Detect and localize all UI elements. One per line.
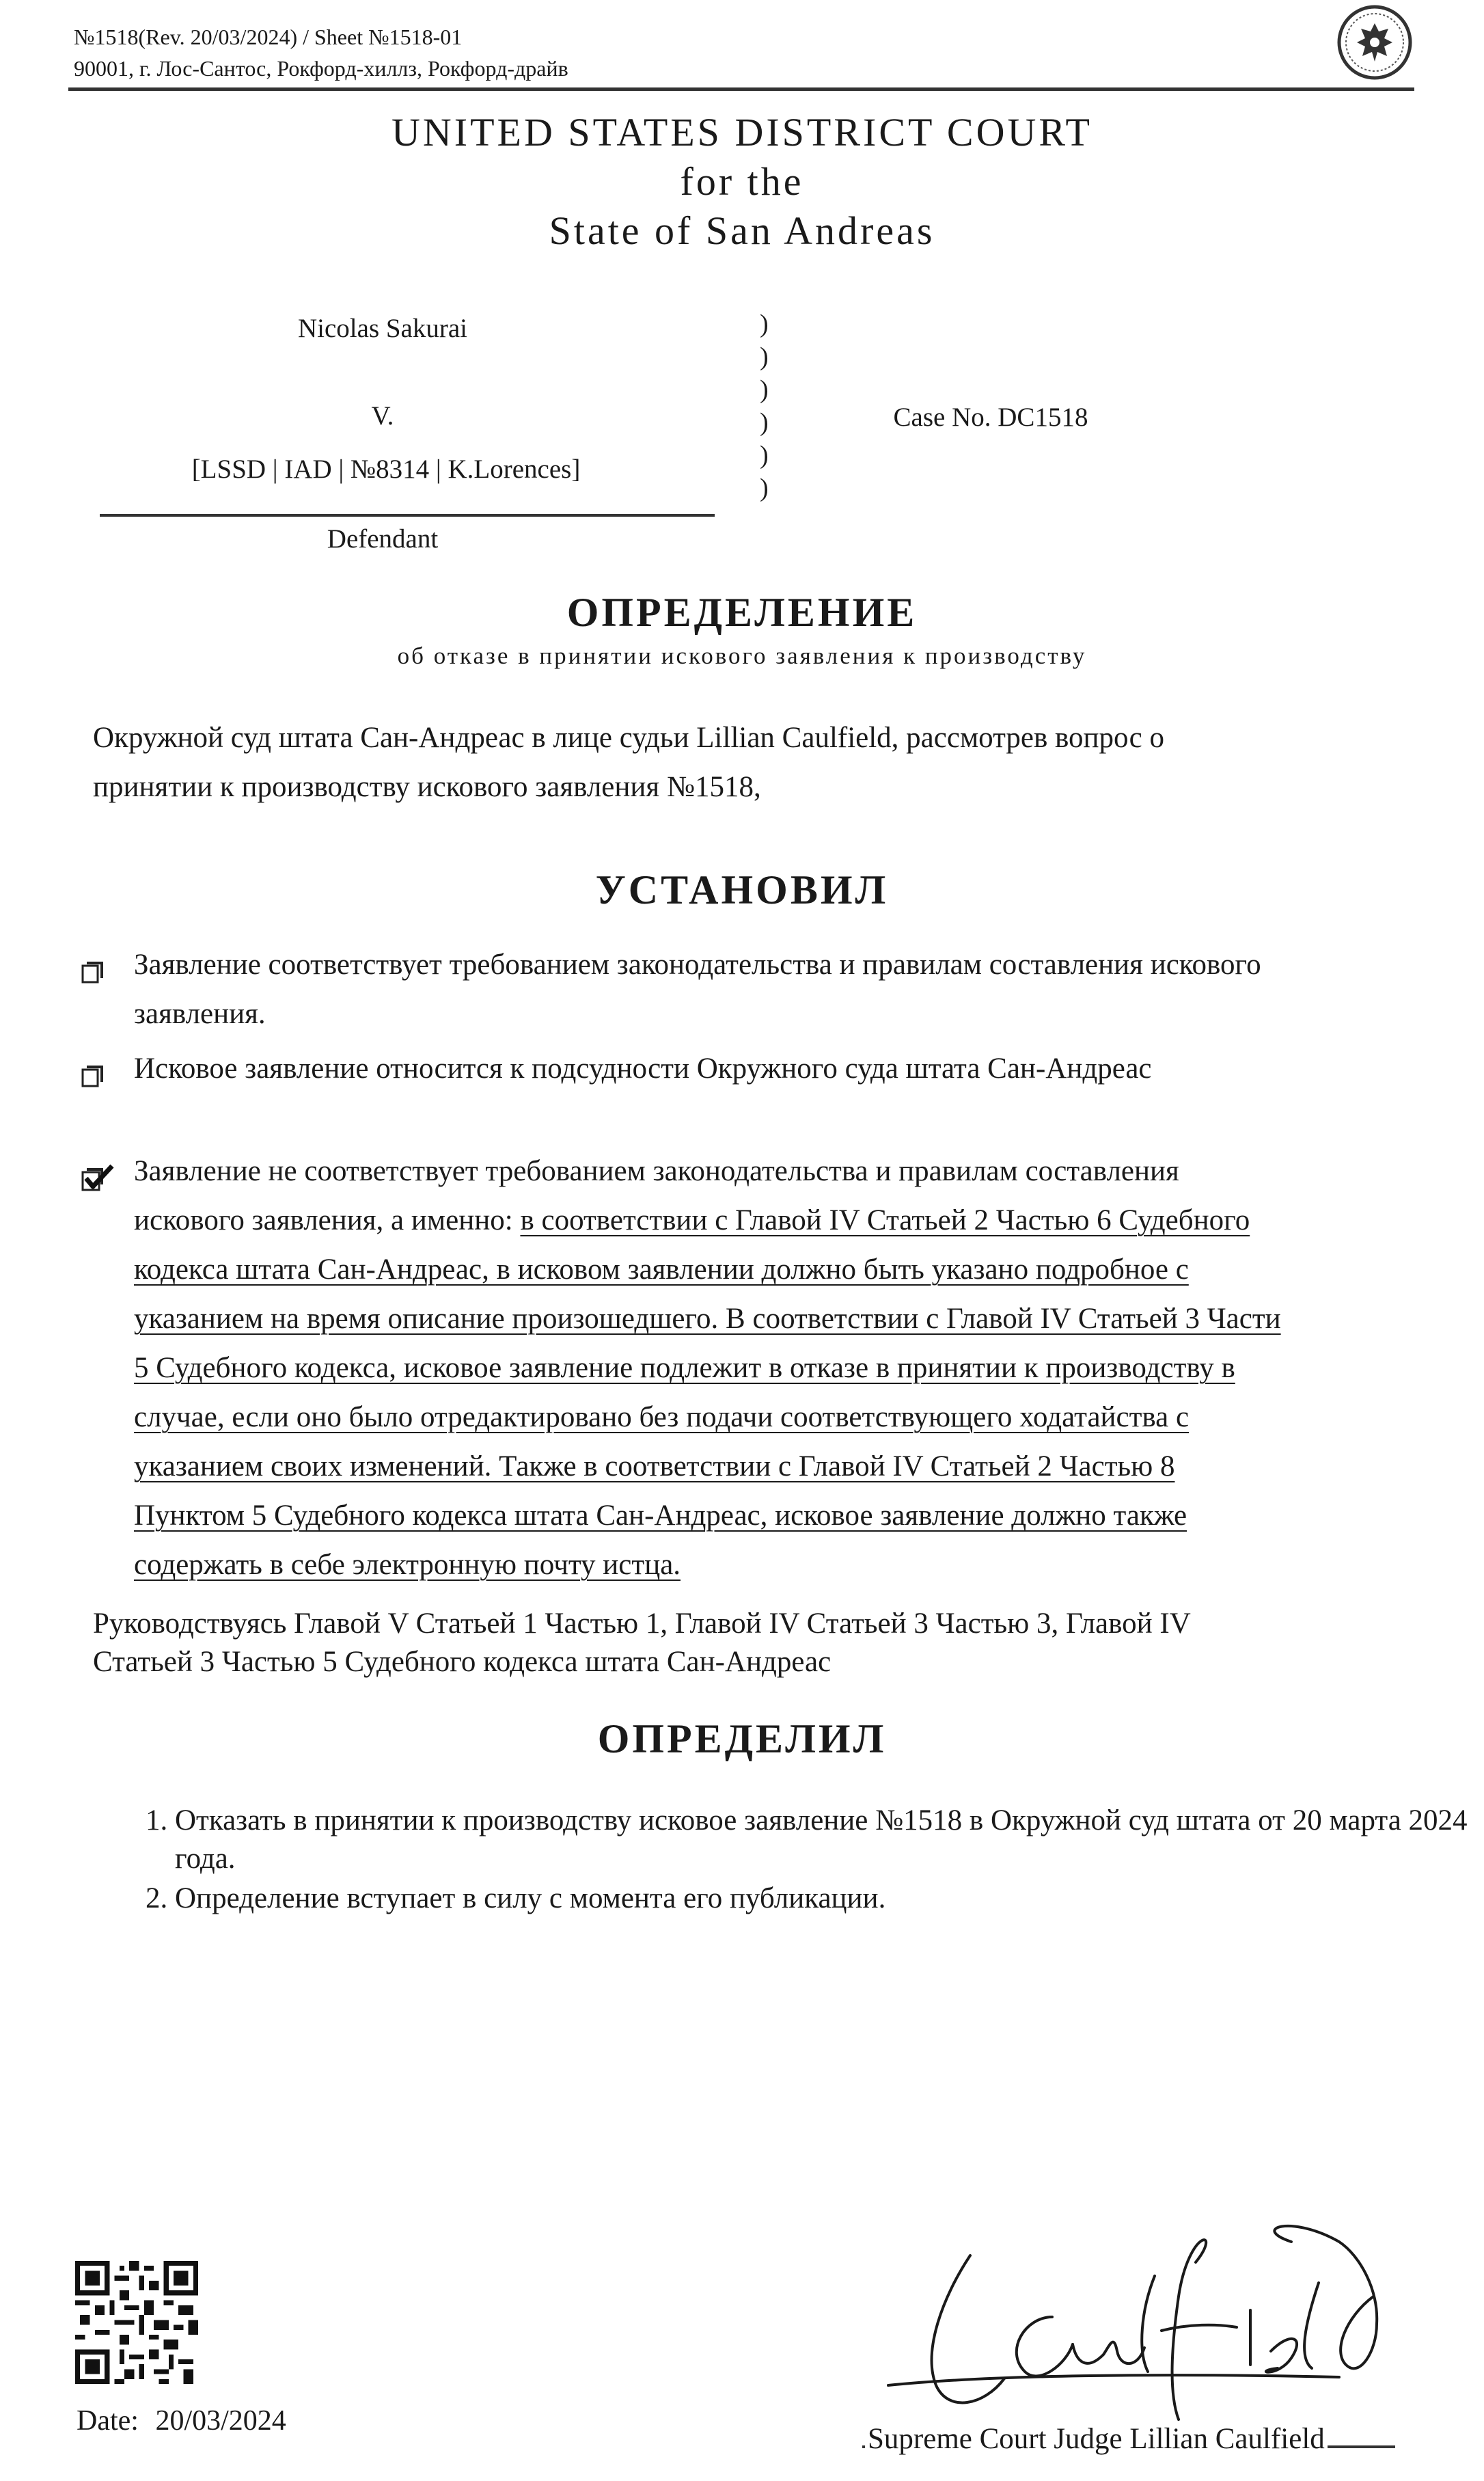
checkbox-icon <box>81 1065 104 1088</box>
established-item-2: Исковое заявление относится к подсудности Окружного суда штата Сан-Андреас <box>134 1053 1152 1085</box>
court-name: UNITED STATES DISTRICT COURT <box>391 110 1093 154</box>
judge-signature-icon <box>868 2214 1401 2440</box>
caption-paren: ) <box>760 375 769 404</box>
ruling-subtitle: об отказе в принятии искового заявления к производству <box>397 642 1087 669</box>
established-item-3 <box>134 1147 1446 1590</box>
header-rule <box>68 87 1414 91</box>
established-item-3-ul-line: указанием своих изменений. Также в соответствии с Главой IV Статьей 2 Частью 8 <box>134 1450 1175 1482</box>
established-item-3-ul-line: содержать в себе электронную почту истца. <box>134 1549 681 1581</box>
intro-line-1: Окружной суд штата Сан-Андреас в лице судьи Lillian Caulfield, рассмотрев вопрос о <box>93 722 1164 754</box>
established-item-1-line-1: Заявление соответствует требованием законодательства и правилам составления искового <box>134 949 1261 981</box>
court-jurisdiction: State of San Andreas <box>549 208 935 253</box>
decided-item: 2. Определение вступает в силу с момента его публикации. <box>175 1880 1473 1918</box>
caption-paren: ) <box>760 408 769 437</box>
plaintiff-name: Nicolas Sakurai <box>297 314 467 343</box>
defendant-label: Defendant <box>327 524 439 554</box>
ruling-title: ОПРЕДЕЛЕНИЕ <box>566 590 918 635</box>
caption-paren: ) <box>760 441 769 470</box>
established-heading: УСТАНОВИЛ <box>595 867 889 912</box>
established-item-3-line-1: Заявление не соответствует требованием законодательства и правилам составления <box>134 1155 1179 1187</box>
established-item-3-ul-line: указанием на время описание произошедшего. В соответствии с Главой IV Статьей 3 Части <box>134 1303 1281 1335</box>
established-item-3-underlined: в соответствии с Главой IV Статьей 2 Частью 6 Судебного <box>520 1204 1250 1236</box>
date-field <box>77 2404 286 2437</box>
court-for-the: for the <box>680 159 804 204</box>
established-item-3-plain: искового заявления, а именно: <box>134 1204 521 1236</box>
established-item-1 <box>134 940 1432 1039</box>
document-number: №1518(Rev. 20/03/2024) / Sheet №1518-01 <box>74 25 463 49</box>
decided-item: 1. Отказать в принятии к производству исковое заявление №1518 в Окружной суд штата от 20 марта 2024 года. <box>175 1802 1473 1878</box>
caption-paren: ) <box>760 342 769 371</box>
date-value: 20/03/2024 <box>155 2405 286 2437</box>
established-item-3-ul-line: 5 Судебного кодекса, исковое заявление подлежит в отказе в принятии к производству в <box>134 1352 1235 1384</box>
caption-paren: ) <box>760 310 769 338</box>
intro-line-2: принятии к производству искового заявления №1518, <box>93 771 761 803</box>
court-address: 90001, г. Лос-Сантос, Рокфорд-хиллз, Рокфорд-драйв <box>74 56 568 81</box>
signer-title: Supreme Court Judge Lillian Caulfield <box>865 2422 1328 2456</box>
date-label: Date: <box>77 2405 139 2437</box>
guided-line-2: Статьей 3 Частью 5 Судебного кодекса штата Сан-Андреас <box>93 1646 832 1678</box>
decided-list <box>107 1802 1473 1919</box>
established-item-3-ul-line: Пунктом 5 Судебного кодекса штата Сан-Андреас, исковое заявление должно также <box>134 1500 1187 1532</box>
versus-label: V. <box>371 401 394 431</box>
checkbox-icon <box>81 961 104 984</box>
guided-paragraph <box>93 1605 1432 1681</box>
intro-paragraph <box>93 714 1432 812</box>
established-item-1-line-2: заявления. <box>134 998 266 1030</box>
checkbox-checked-icon <box>81 1163 115 1195</box>
case-number: Case No. DC1518 <box>893 403 1088 432</box>
established-item-3-line-2 <box>134 1196 1446 1245</box>
established-item-3-ul-line: случае, если оно было отредактировано без подачи соответствующего ходатайства с <box>134 1401 1190 1433</box>
decided-heading: ОПРЕДЕЛИЛ <box>597 1716 887 1761</box>
guided-line-1: Руководствуясь Главой V Статьей 1 Частью 1, Главой IV Статьей 3 Частью 3, Главой IV <box>93 1608 1191 1640</box>
caption-paren: ) <box>760 474 769 502</box>
defendant-name: [LSSD | IAD | №8314 | K.Lorences] <box>191 455 581 484</box>
caption-rule <box>100 514 715 517</box>
qr-code-icon <box>75 2261 198 2384</box>
court-seal-icon <box>1336 4 1413 81</box>
established-item-3-ul-line: кодекса штата Сан-Андреас, в исковом заявлении должно быть указано подробное с <box>134 1253 1189 1286</box>
